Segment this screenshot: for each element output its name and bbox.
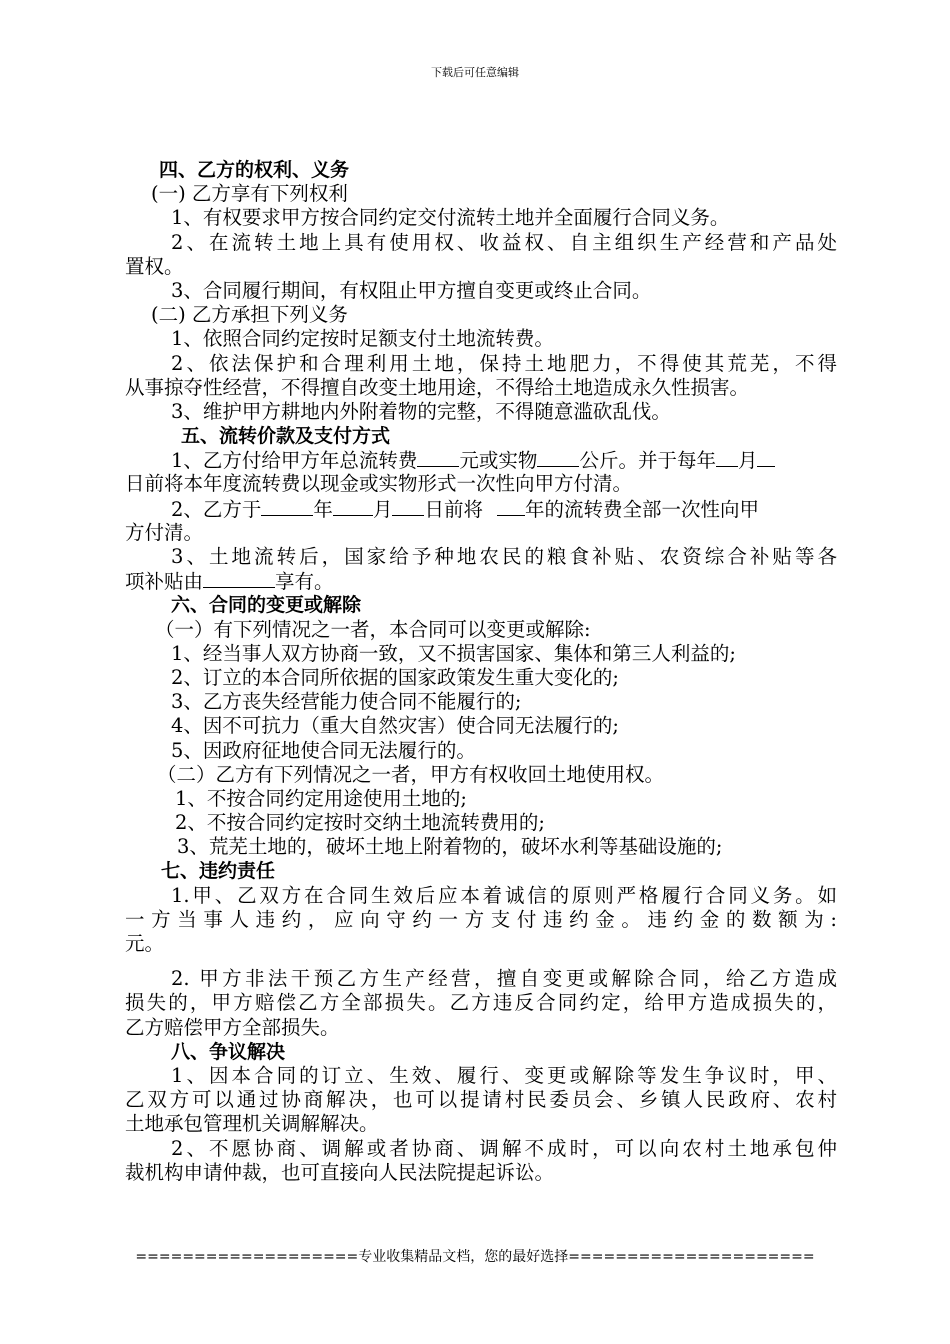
clause-line: 5、因政府征地使合同无法履行的。 [171,738,476,762]
clause-line: 2、在流转土地上具有使用权、收益权、自主组织生产经营和产品处 [171,230,837,254]
clause-text: 日前将 [424,497,483,521]
clause-line: 方付清。 [125,520,204,544]
clause-line: 日前将本年度流转费以现金或实物形式一次性向甲方付清。 [125,472,633,496]
clause-line: 裁机构申请仲裁，也可直接向人民法院提起诉讼。 [125,1160,555,1184]
blank-field [333,497,373,516]
clause-text: 1、乙方付给甲方年总流转费 [171,449,418,473]
clause-line-blanks [125,448,837,472]
clause-line: 2、不按合同约定按时交纳土地流转费用的; [175,811,545,835]
clause-line: 3、合同履行期间，有权阻止甲方擅自变更或终止合同。 [171,278,652,302]
clause-line: 损失的，甲方赔偿乙方全部损失。乙方违反合同约定，给甲方造成损失的， [125,991,837,1015]
subsection-heading: （二）乙方有下列情况之一者，甲方有权收回土地使用权。 [157,762,665,786]
clause-line: 从事掠夺性经营，不得擅自改变土地用途，不得给土地造成永久性损害。 [125,375,750,399]
section-heading-8: 八、争议解决 [171,1040,286,1063]
clause-text: 元或实物 [459,449,538,473]
clause-text: 项补贴由 [125,570,204,594]
clause-text: 月 [737,449,758,473]
clause-line-blanks [125,569,837,593]
blank-field [261,497,313,516]
clause-line: 乙双方可以通过协商解决，也可以提请村民委员会、乡镇人民政府、农村 [125,1088,837,1112]
blank-field [203,569,275,588]
clause-line: 4、因不可抗力（重大自然灾害）使合同无法履行的; [171,714,619,738]
clause-line: 2、依法保护和合理利用土地，保持土地肥力，不得使其荒芜，不得 [171,351,837,375]
clause-text: 享有。 [275,570,334,594]
clause-text: 2、乙方于 [171,497,262,521]
clause-text: 月 [372,497,393,521]
section-heading-4: 四、乙方的权利、义务 [159,159,350,181]
clause-line: 3、乙方丧失经营能力使合同不能履行的; [171,690,522,714]
clause-line: 土地承包管理机关调解解决。 [125,1112,379,1136]
clause-line: 3、土地流转后，国家给予种地农民的粮食补贴、农资综合补贴等各 [171,545,837,568]
clause-line: 乙方赔偿甲方全部损失。 [125,1015,340,1039]
spacer [125,956,837,967]
subsection-heading: （一）有下列情况之一者，本合同可以变更或解除: [155,617,591,641]
section-heading-6: 六、合同的变更或解除 [171,594,362,617]
header-note: 下载后可任意编辑 [431,66,519,79]
subsection-heading: (二) 乙方承担下列义务 [151,303,348,327]
clause-line: 3、荒芜土地的，破坏土地上附着物的，破坏水利等基础设施的; [177,835,723,859]
blank-field [537,448,579,467]
document-body [125,158,837,1185]
blank-field [716,448,738,467]
blank-field [757,448,775,467]
footer-note: ===================专业收集精品文档，您的最好选择===================== [135,1249,815,1265]
clause-line: 1、依照合同约定按时足额支付土地流转费。 [171,327,554,351]
clause-line: 1、经当事人双方协商一致，又不损害国家、集体和第三人利益的; [171,641,736,665]
blank-field [497,497,525,516]
section-heading-7: 七、违约责任 [161,860,276,883]
clause-line: 一方当事人违约，应向守约一方支付违约金。违约金的数额为: [125,907,837,931]
clause-line: 2. 甲方非法干预乙方生产经营，擅自变更或解除合同，给乙方造成 [171,967,837,991]
clause-line: 2、不愿协商、调解或者协商、调解不成时，可以向农村土地承包仲 [171,1136,837,1160]
clause-text: 公斤。并于每年 [579,449,716,473]
section-heading-5: 五、流转价款及支付方式 [181,425,391,448]
clause-line: 1、有权要求甲方按合同约定交付流转土地并全面履行合同义务。 [171,206,730,230]
blank-field [392,497,424,516]
subsection-heading: (一) 乙方享有下列权利 [151,182,348,206]
clause-line-blanks [125,497,837,521]
clause-line: 1.甲、乙双方在合同生效后应本着诚信的原则严格履行合同义务。如 [171,883,837,907]
clause-line: 3、维护甲方耕地内外附着物的完整，不得随意滥砍乱伐。 [171,399,671,423]
clause-line: 置权。 [125,254,184,278]
clause-line: 1、不按合同约定用途使用土地的; [175,786,467,810]
clause-text: 年的流转费全部一次性向甲 [524,497,759,521]
clause-line: 2、订立的本合同所依据的国家政策发生重大变化的; [171,665,619,689]
clause-line: 元。 [125,932,165,955]
blank-field [417,448,459,467]
clause-text: 年 [313,497,333,521]
clause-line: 1、因本合同的订立、生效、履行、变更或解除等发生争议时，甲、 [171,1063,837,1087]
